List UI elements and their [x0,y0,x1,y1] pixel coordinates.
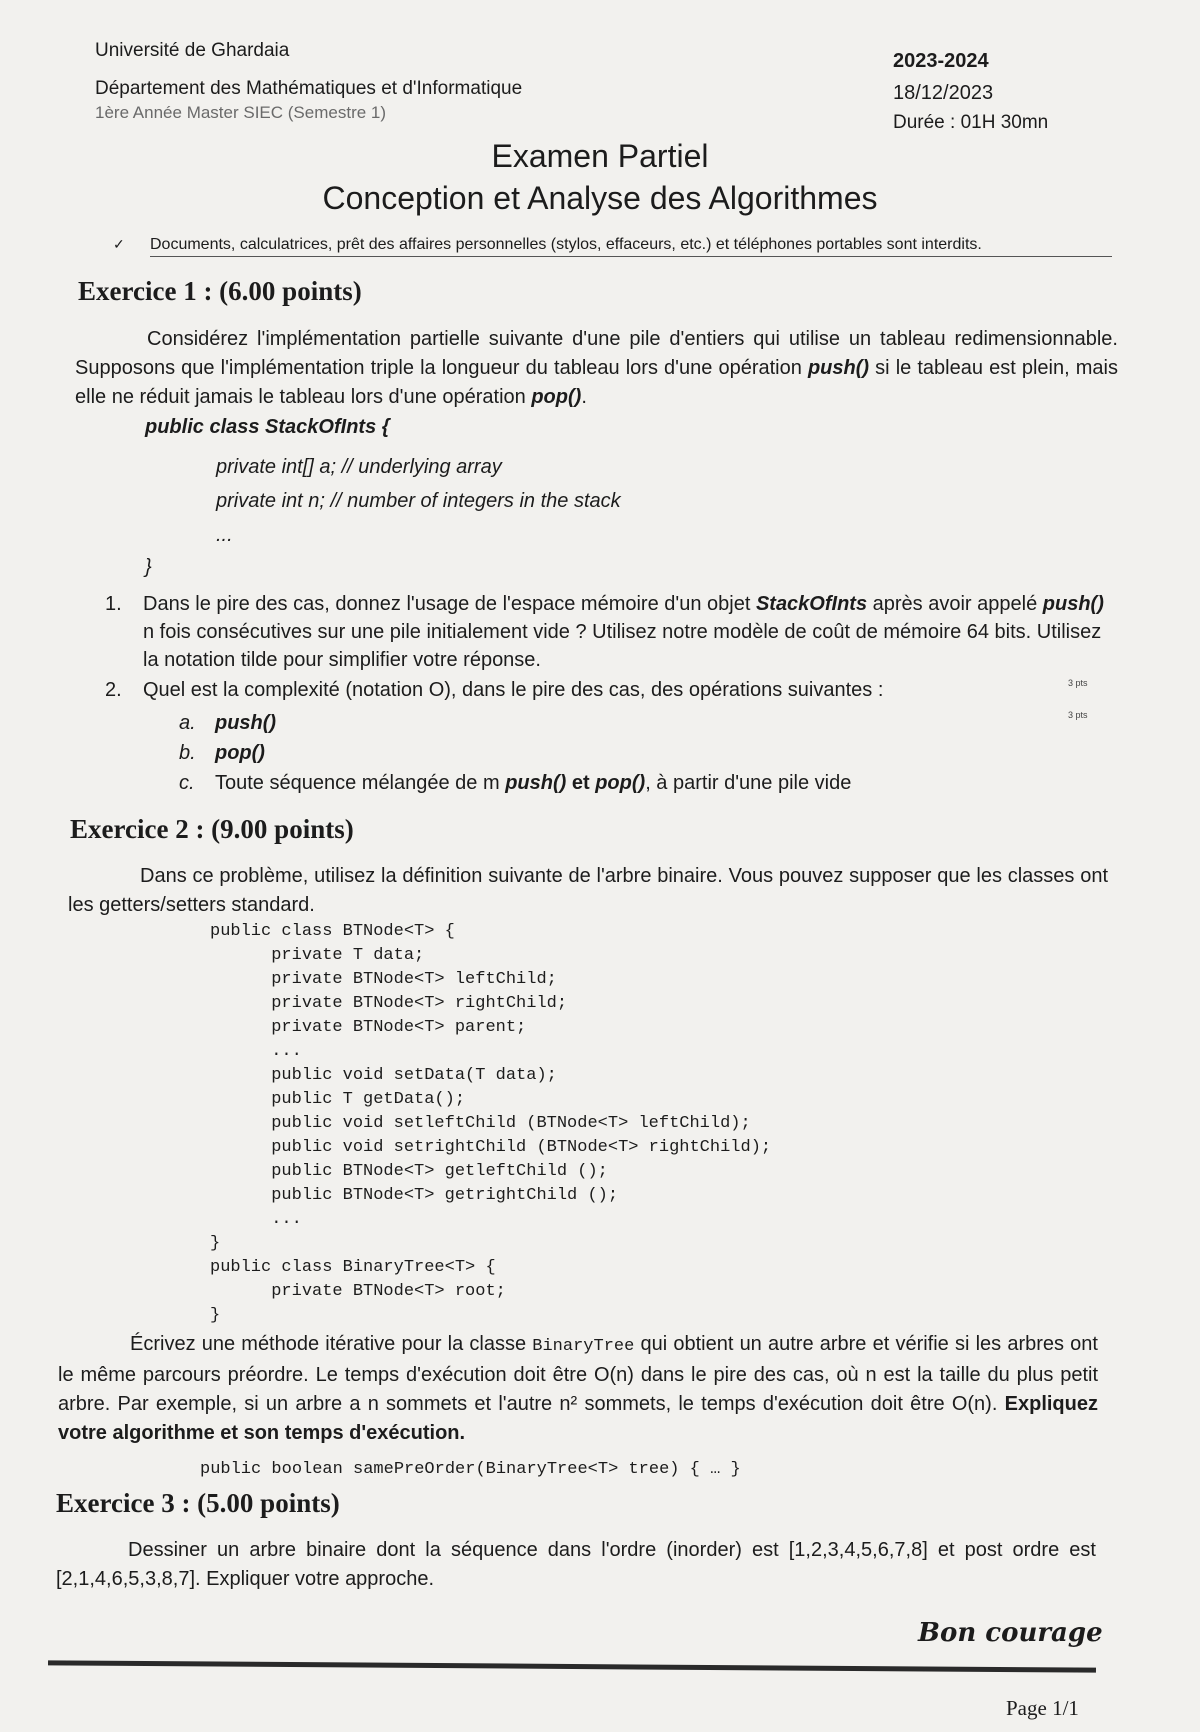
subitem-a: a. push() [179,712,277,734]
footer-rule [48,1660,1096,1672]
question-1: 1. Dans le pire des cas, donnez l'usage de l'espace mémoire d'un objet StackOfInts après avoir appelé push() n fois consécutives sur une pile initialement vide ? Utilisez notre modèle de coût de mémoire 64 bits. Utilisez la notation tilde pour simplifier votre réponse. [105,593,1104,671]
exercise-1-questions [105,590,1113,798]
code-line: ... [210,1042,302,1061]
code-line: private BTNode<T> parent; [210,1018,527,1037]
points-q2: 3 pts [1068,710,1088,720]
exam-duration: Durée : 01H 30mn [893,112,1049,133]
code-line: } [210,1306,221,1325]
exercise-2-intro: Dans ce problème, utilisez la définition suivante de l'arbre binaire. Vous pouvez supposer que les classes ont les getters/setters standard. [68,865,1108,916]
code-line: public class BTNode<T> { [210,922,455,941]
exam-date: 18/12/2023 [893,82,994,104]
exam-title: Examen Partiel [491,138,709,174]
code-line: private T data; [210,946,425,965]
stack-ellipsis: ... [216,524,233,546]
code-line: public void setrightChild (BTNode<T> rightChild); [210,1138,772,1157]
course-title: Conception et Analyse des Algorithmes [322,180,878,216]
rules-notice: Documents, calculatrices, prêt des affaires personnelles (stylos, effaceurs, etc.) et téléphones portables sont interdits. [150,236,1112,257]
code-line: public class BinaryTree<T> { [210,1258,496,1277]
stack-close-brace: } [145,556,152,578]
page-number: Page 1/1 [1006,1696,1079,1720]
code-line: ... [210,1210,302,1229]
exercise-2-task: Écrivez une méthode itérative pour la classe BinaryTree qui obtient un autre arbre et vérifie si les arbres ont le même parcours préordre. Le temps d'exécution doit être O(n) dans le pire des cas, où n est la taille du plus petit arbre. Par exemple, si un arbre a n sommets et l'autre n² sommets, le temps d'exécution doit être O(n). Expliquez votre algorithme et son temps d'exécution. [58,1333,1098,1444]
points-q1: 3 pts [1068,678,1088,688]
closing-message: Bon courage [918,1618,1103,1648]
exercise-1-title: Exercice 1 : (6.00 points) [78,276,362,306]
level-label: 1ère Année Master SIEC (Semestre 1) [95,103,387,122]
exercise-2-title: Exercice 2 : (9.00 points) [70,814,354,844]
code-line: private BTNode<T> root; [210,1282,506,1301]
code-line: public T getData(); [210,1090,466,1109]
stack-field-array: private int[] a; // underlying array [216,456,502,478]
exercise-3-text: Dessiner un arbre binaire dont la séquence dans l'ordre (inorder) est [1,2,3,4,5,6,7,8] et post ordre est [2,1,4,6,5,3,8,7]. Expliquer votre approche. [56,1539,1096,1590]
department-name: Département des Mathématiques et d'Informatique [95,78,523,99]
exercise-1-intro: Considérez l'implémentation partielle suivante d'une pile d'entiers qui utilise un tableau redimensionnable. Supposons que l'implémentation triple la longueur du tableau lors d'une opération push() si le tableau est plein, mais elle ne réduit jamais le tableau lors d'une opération pop(). [75,328,1118,408]
code-line: private BTNode<T> rightChild; [210,994,568,1013]
code-line: public BTNode<T> getrightChild (); [210,1186,619,1205]
binary-tree-code [210,920,771,1328]
code-line: public BTNode<T> getleftChild (); [210,1162,608,1181]
code-line: public void setleftChild (BTNode<T> leftChild); [210,1114,751,1133]
question-2-subitems [179,708,1113,798]
academic-year: 2023-2024 [893,50,989,72]
method-signature: public boolean samePreOrder(BinaryTree<T> tree) { … } [200,1460,741,1479]
subitem-c: c. Toute séquence mélangée de m push() et pop(), à partir d'une pile vide [179,772,852,794]
subitem-b: b. pop() [179,742,265,764]
question-2: 2. Quel est la complexité (notation O), dans le pire des cas, des opérations suivantes : [105,679,884,701]
exercise-3-title: Exercice 3 : (5.00 points) [56,1488,340,1518]
stack-class-decl: public class StackOfInts { [145,416,390,438]
university-name: Université de Ghardaia [95,40,290,61]
code-line: private BTNode<T> leftChild; [210,970,557,989]
check-icon: ✓ [113,236,125,252]
code-line: } [210,1234,221,1253]
stack-field-count: private int n; // number of integers in the stack [216,490,621,512]
code-line: public void setData(T data); [210,1066,557,1085]
